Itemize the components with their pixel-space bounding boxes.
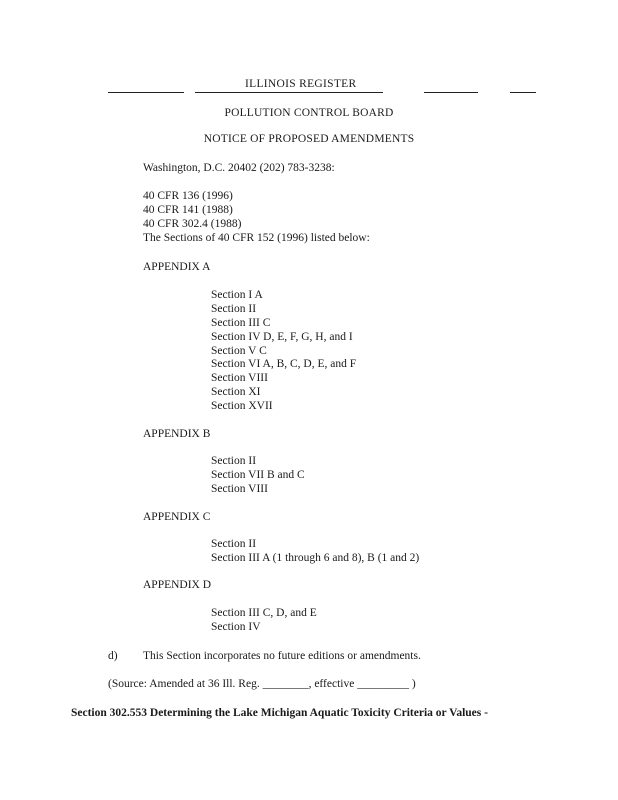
cfr-ref-4: The Sections of 40 CFR 152 (1996) listed below: xyxy=(143,232,370,244)
board-name: POLLUTION CONTROL BOARD xyxy=(224,107,394,119)
appendix-b-title: APPENDIX B xyxy=(143,428,211,440)
appendix-b-section: Section VII B and C xyxy=(211,469,305,481)
appendix-a-section: Section III C xyxy=(211,317,271,329)
appendix-a-section: Section V C xyxy=(211,345,267,357)
header-rule-right xyxy=(424,92,478,93)
address-line: Washington, D.C. 20402 (202) 783-3238: xyxy=(143,162,335,174)
appendix-a-section: Section II xyxy=(211,303,257,315)
source-line: (Source: Amended at 36 Ill. Reg. ________, effective _________ ) xyxy=(108,678,416,690)
appendix-a-section: Section I A xyxy=(211,289,263,301)
appendix-c-title: APPENDIX C xyxy=(143,511,211,523)
appendix-d-section: Section IV xyxy=(211,621,261,633)
notice-title: NOTICE OF PROPOSED AMENDMENTS xyxy=(203,133,415,145)
appendix-a-section: Section XVII xyxy=(211,400,273,412)
cfr-ref-3: 40 CFR 302.4 (1988) xyxy=(143,218,242,230)
cfr-ref-1: 40 CFR 136 (1996) xyxy=(143,190,233,202)
cfr-ref-2: 40 CFR 141 (1988) xyxy=(143,204,233,216)
appendix-b-section: Section II xyxy=(211,455,257,467)
header-rule-far-right xyxy=(510,92,536,93)
appendix-a-section: Section IV D, E, F, G, H, and I xyxy=(211,331,353,343)
appendix-a-section: Section VIII xyxy=(211,372,268,384)
clause-d-label: d) xyxy=(108,650,118,662)
appendix-a-section: Section VI A, B, C, D, E, and F xyxy=(211,358,357,370)
appendix-a-title: APPENDIX A xyxy=(143,261,211,273)
appendix-c-section: Section III A (1 through 6 and 8), B (1 and 2) xyxy=(211,552,420,564)
header-rule-left xyxy=(108,92,184,93)
register-title: ILLINOIS REGISTER xyxy=(245,78,357,90)
clause-d-text: This Section incorporates no future editions or amendments. xyxy=(143,650,421,662)
appendix-a-section: Section XI xyxy=(211,386,261,398)
header-rule-center xyxy=(195,92,383,93)
appendix-d-title: APPENDIX D xyxy=(143,579,212,591)
appendix-c-section: Section II xyxy=(211,538,257,550)
appendix-d-section: Section III C, D, and E xyxy=(211,607,317,619)
appendix-b-section: Section VIII xyxy=(211,483,268,495)
section-heading: Section 302.553 Determining the Lake Michigan Aquatic Toxicity Criteria or Values - xyxy=(71,707,488,719)
